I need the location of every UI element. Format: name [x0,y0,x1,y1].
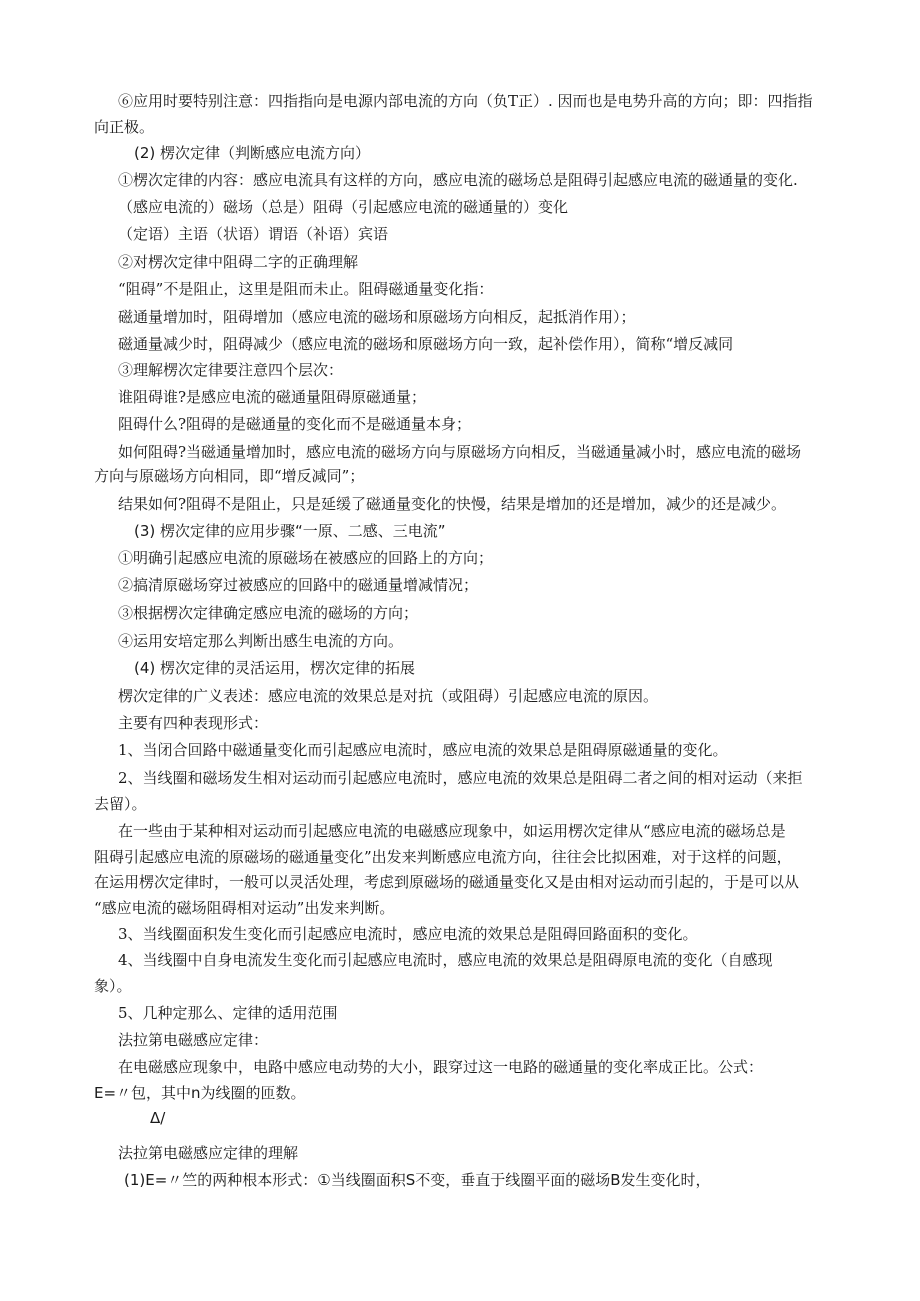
text-line: 法拉第电磁感应定律的理解 [118,1144,299,1162]
text-line: 在一些由于某种相对运动而引起感应电流的电磁感应现象中，如运用楞次定律从“感应电流的磁场总是 [118,822,786,840]
text-line: 主要有四种表现形式： [118,714,269,732]
text-line: 结果如何?阻碍不是阻止，只是延缓了磁通量变化的快慢，结果是增加的还是增加，减少的还是减少。 [118,495,787,513]
text-line: ③根据楞次定律确定感应电流的磁场的方向； [118,604,419,622]
section-heading: (4) 楞次定律的灵活运用，楞次定律的拓展 [134,659,416,677]
text-line: 阻碍引起感应电流的原磁场的磁通量变化”出发来判断感应电流方向，往往会比拟困难，对于这样的问题， [94,848,792,866]
section-heading: (2) 楞次定律（判断感应电流方向） [134,144,371,162]
section-heading: (3) 楞次定律的应用步骤“一原、二感、三电流” [134,522,446,540]
formula-line: (1)E=〃竺的两种根本形式：①当线圈面积S不变，垂直于线圈平面的磁场B发生变化时， [124,1171,711,1189]
text-line: “阻碍”不是阻止，这里是阻而未止。阻碍磁通量变化指： [118,280,494,298]
text-line: 3、当线圈面积发生变化而引起感应电流时，感应电流的效果总是阻碍回路面积的变化。 [118,925,698,943]
text-line: 磁通量增加时，阻碍增加（感应电流的磁场和原磁场方向相反，起抵消作用）； [118,308,636,326]
text-line: 如何阻碍?当磁通量增加时，感应电流的磁场方向与原磁场方向相反，当磁通量减小时，感应电流的磁场 [118,443,802,461]
text-line: ②搞清原磁场穿过被感应的回路中的磁通量增减情况； [118,576,479,594]
text-line: 1、当闭合回路中磁通量变化而引起感应电流时，感应电流的效果总是阻碍原磁通量的变化。 [118,741,728,759]
text-line: ⑥应用时要特别注意：四指指向是电源内部电流的方向（负T正）. 因而也是电势升高的方向；即：四指指 [118,92,813,110]
text-line: ④运用安培定那么判断出感生电流的方向。 [118,632,404,650]
text-line: 楞次定律的广义表述：感应电流的效果总是对抗（或阻碍）引起感应电流的原因。 [118,687,659,705]
text-line: “感应电流的磁场阻碍相对运动”出发来判断。 [94,899,395,917]
text-line: ①明确引起感应电流的原磁场在被感应的回路上的方向； [118,549,494,567]
text-line: 磁通量减少时，阻碍减少（感应电流的磁场和原磁场方向一致，起补偿作用），简称“增反减同 [118,335,734,353]
text-line: 去留）。 [94,795,147,813]
text-line: 法拉第电磁感应定律： [118,1031,269,1049]
text-line: 阻碍什么?阻碍的是磁通量的变化而不是磁通量本身； [118,415,472,433]
text-line: （定语）主语（状语）谓语（补语）宾语 [118,225,389,243]
text-line: 5、几种定那么、定律的适用范围 [118,1004,338,1022]
text-line: 向正极。 [94,118,155,136]
text-line: 谁阻碍谁?是感应电流的磁通量阻碍原磁通量； [118,388,427,406]
text-line: 在电磁感应现象中，电路中感应电动势的大小，跟穿过这一电路的磁通量的变化率成正比。公式： [118,1058,764,1076]
formula-fragment: Δ/ [150,1109,166,1127]
text-line: 2、当线圈和磁场发生相对运动而引起感应电流时，感应电流的效果总是阻碍二者之间的相对运动（来拒 [118,769,803,787]
text-line: ①楞次定律的内容：感应电流具有这样的方向，感应电流的磁场总是阻碍引起感应电流的磁通量的变化. [118,171,798,189]
text-line: 象）。 [94,977,132,995]
text-line: ③理解楞次定律要注意四个层次： [118,361,344,379]
text-line: ②对楞次定律中阻碍二字的正确理解 [118,253,359,271]
text-line: （感应电流的）磁场（总是）阻碍（引起感应电流的磁通量的）变化 [118,198,569,216]
text-line: 在运用楞次定律时，一般可以灵活处理，考虑到原磁场的磁通量变化又是由相对运动而引起的，于是可以从 [94,873,800,891]
text-line: 方向与原磁场方向相同，即“增反减同”； [94,467,365,485]
text-line: 4、当线圈中自身电流发生变化而引起感应电流时，感应电流的效果总是阻碍原电流的变化（自感现 [118,951,773,969]
formula-line: E=〃包，其中n为线圈的匝数。 [94,1084,306,1102]
